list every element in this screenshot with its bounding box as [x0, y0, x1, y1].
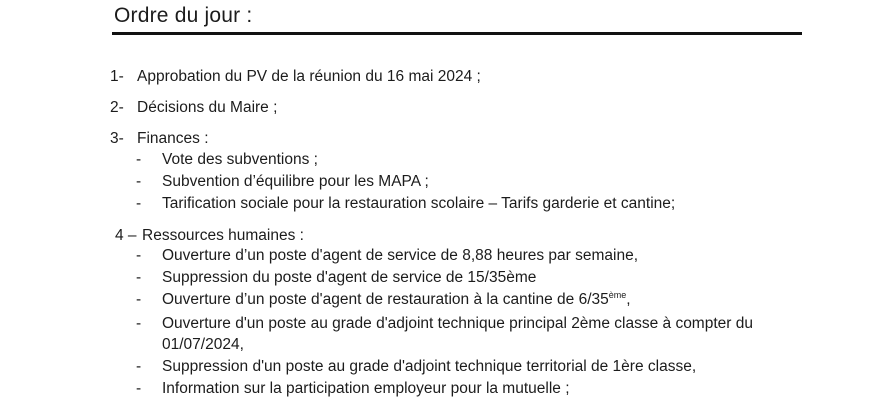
agenda-number: 3- — [110, 130, 124, 147]
subitem-text — [162, 291, 631, 309]
page-title: Ordre du jour : — [114, 4, 253, 27]
agenda-text: Approbation du PV de la réunion du 16 mai 2024 ; — [137, 68, 481, 85]
bullet-dash: - — [136, 173, 142, 190]
subitem-text: Ouverture d'un poste au grade d'adjoint technique principal 2ème classe à compter du — [162, 315, 753, 332]
bullet-dash: - — [136, 195, 142, 212]
bullet-dash: - — [136, 291, 142, 308]
subitem-text: 01/07/2024, — [162, 336, 244, 353]
bullet-dash: - — [136, 247, 142, 264]
bullet-dash: - — [136, 269, 142, 286]
superscript: ème — [608, 289, 627, 300]
agenda-number: 2- — [110, 99, 124, 116]
subitem-text: Tarification sociale pour la restauration scolaire – Tarifs garderie et cantine; — [162, 195, 676, 212]
subitem-text: Subvention d’équilibre pour les MAPA ; — [162, 173, 429, 190]
bullet-dash: - — [136, 358, 142, 375]
agenda-text: Finances : — [137, 130, 209, 147]
subitem-text: Suppression du poste d'agent de service de 15/35ème — [162, 269, 537, 286]
subitem-text-tail: , — [626, 291, 631, 308]
subitem-text: Suppression d'un poste au grade d'adjoint technique territorial de 1ère classe, — [162, 358, 697, 375]
bullet-dash: - — [136, 315, 142, 332]
subitem-text: Information sur la participation employeur pour la mutuelle ; — [162, 380, 570, 397]
bullet-dash: - — [136, 151, 142, 168]
agenda-number: 4 – — [115, 227, 137, 244]
agenda-number: 1- — [110, 68, 124, 85]
title-underline — [112, 32, 802, 35]
agenda-text: Décisions du Maire ; — [137, 99, 278, 116]
subitem-text: Ouverture d’un poste d'agent de service de 8,88 heures par semaine, — [162, 247, 639, 264]
subitem-text-main: Ouverture d’un poste d'agent de restauration à la cantine de 6/35 — [162, 291, 609, 308]
subitem-text: Vote des subventions ; — [162, 151, 318, 168]
agenda-text: Ressources humaines : — [142, 227, 304, 244]
bullet-dash: - — [136, 380, 142, 397]
